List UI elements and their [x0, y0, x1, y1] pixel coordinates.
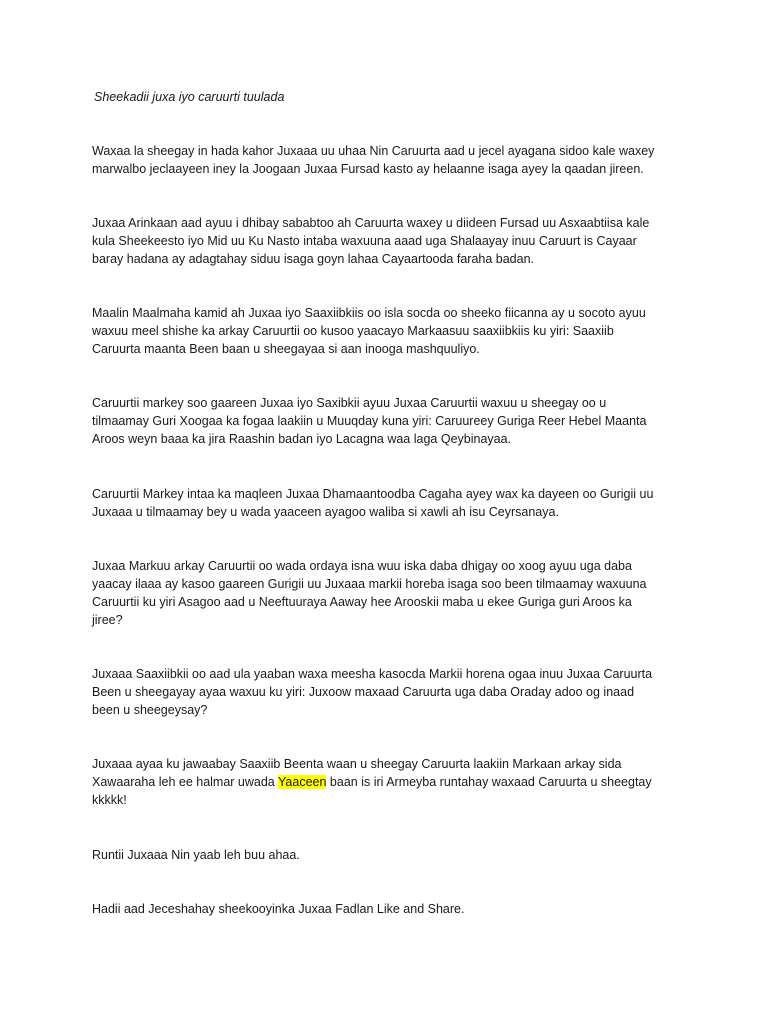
- text-line: kkkkk!: [92, 793, 127, 807]
- text-line: kula Sheekeesto iyo Mid uu Ku Nasto intaba waxuuna aaad uga Shalaayay inuu Caruurt is Cayaar: [92, 234, 637, 248]
- paragraph-7: [92, 665, 692, 719]
- text-line: marwalbo jeclaayeen iney la Joogaan Juxaa Fursad kasto ay helaanne isaga ayey la qaadan jireen.: [92, 162, 644, 176]
- paragraph-6: [92, 557, 692, 629]
- text-line: Juxaaa Saaxiibkii oo aad ula yaaban waxa meesha kasocda Markii horena ogaa inuu Juxaa Caruurta: [92, 667, 653, 681]
- text-line: Runtii Juxaaa Nin yaab leh buu ahaa.: [92, 848, 300, 862]
- document-title: Sheekadii juxa iyo caruurti tuulada: [94, 90, 285, 104]
- paragraph-5: [92, 485, 692, 521]
- text-line: yaacay ilaaa ay kasoo gaareen Gurigii uu Juxaaa markii horeba isaga soo been tilmaamay waxuuna: [92, 577, 647, 591]
- text-line: tilmaamay Guri Xoogaa ka fogaa laakiin u Muuqday kuna yiri: Caruureey Guriga Reer Hebel Maanta: [92, 414, 647, 428]
- text-line: Been u sheegayay ayaa waxuu ku yiri: Juxoow maxaad Caruurta uga daba Oraday adoo og inaad: [92, 685, 635, 699]
- text-segment: Xawaaraha leh ee halmar uwada: [92, 775, 279, 789]
- text-line: Juxaa Markuu arkay Caruurtii oo wada ordaya isna wuu iska daba dhigay oo xoog ayuu uga daba: [92, 559, 632, 573]
- text-line: Caruurtii Markey intaa ka maqleen Juxaa Dhamaantoodba Cagaha ayey wax ka dayeen oo Gurigii uu: [92, 487, 654, 501]
- paragraph-4: [92, 394, 692, 448]
- text-segment: baan is iri Armeyba runtahay waxaad Caruurta u sheegtay: [326, 775, 652, 789]
- paragraph-8: [92, 755, 692, 809]
- text-line: Caruurtii markey soo gaareen Juxaa iyo Saxibkii ayuu Juxaa Caruurtii waxuu u sheegay oo u: [92, 396, 607, 410]
- text-line: jiree?: [92, 613, 123, 627]
- paragraph-10: [92, 900, 692, 918]
- text-line: Juxaaa ayaa ku jawaabay Saaxiib Beenta waan u sheegay Caruurta laakiin Markaan arkay sida: [92, 757, 622, 771]
- paragraph-3: [92, 304, 692, 358]
- text-line-with-highlight: [92, 773, 692, 791]
- text-line: Aroos weyn baaa ka jira Raashin badan iyo Lacagna waa laga Qeybinayaa.: [92, 432, 512, 446]
- text-line: been u sheegeysay?: [92, 703, 208, 717]
- paragraph-2: [92, 214, 692, 268]
- text-line: Juxaa Arinkaan aad ayuu i dhibay sababtoo ah Caruurta waxey u diideen Fursad uu Asxaabtiisa kale: [92, 216, 650, 230]
- text-line: Juxaaa u tilmaamay bey u wada yaaceen ayagoo waliba si xawli ah isu Ceyrsanaya.: [92, 505, 559, 519]
- highlighted-word: Yaaceen: [278, 775, 327, 789]
- text-line: Waxaa la sheegay in hada kahor Juxaaa uu uhaa Nin Caruurta aad u jecel ayagana sidoo kale waxey: [92, 144, 655, 158]
- text-line: baray hadana ay adagtahay siduu isaga goyn lahaa Cayaartooda faraha badan.: [92, 252, 535, 266]
- paragraph-9: [92, 846, 692, 864]
- text-line: Caruurta maanta Been baan u sheegayaa si aan inooga mashquuliyo.: [92, 342, 480, 356]
- paragraph-1: [92, 142, 692, 178]
- text-line: waxuu meel shishe ka arkay Caruurtii oo kusoo yaacayo Markaasuu saaxiibkiis ku yiri: Saaxiib: [92, 324, 614, 338]
- text-line: Maalin Maalmaha kamid ah Juxaa iyo Saaxiibkiis oo isla socda oo sheeko fiicanna ay u socoto ayuu: [92, 306, 646, 320]
- text-line: Hadii aad Jeceshahay sheekooyinka Juxaa Fadlan Like and Share.: [92, 902, 465, 916]
- text-line: Caruurtii ku yiri Asagoo aad u Neeftuuraya Aaway hee Arooskii maba u ekee Guriga guri Aroos ka: [92, 595, 632, 609]
